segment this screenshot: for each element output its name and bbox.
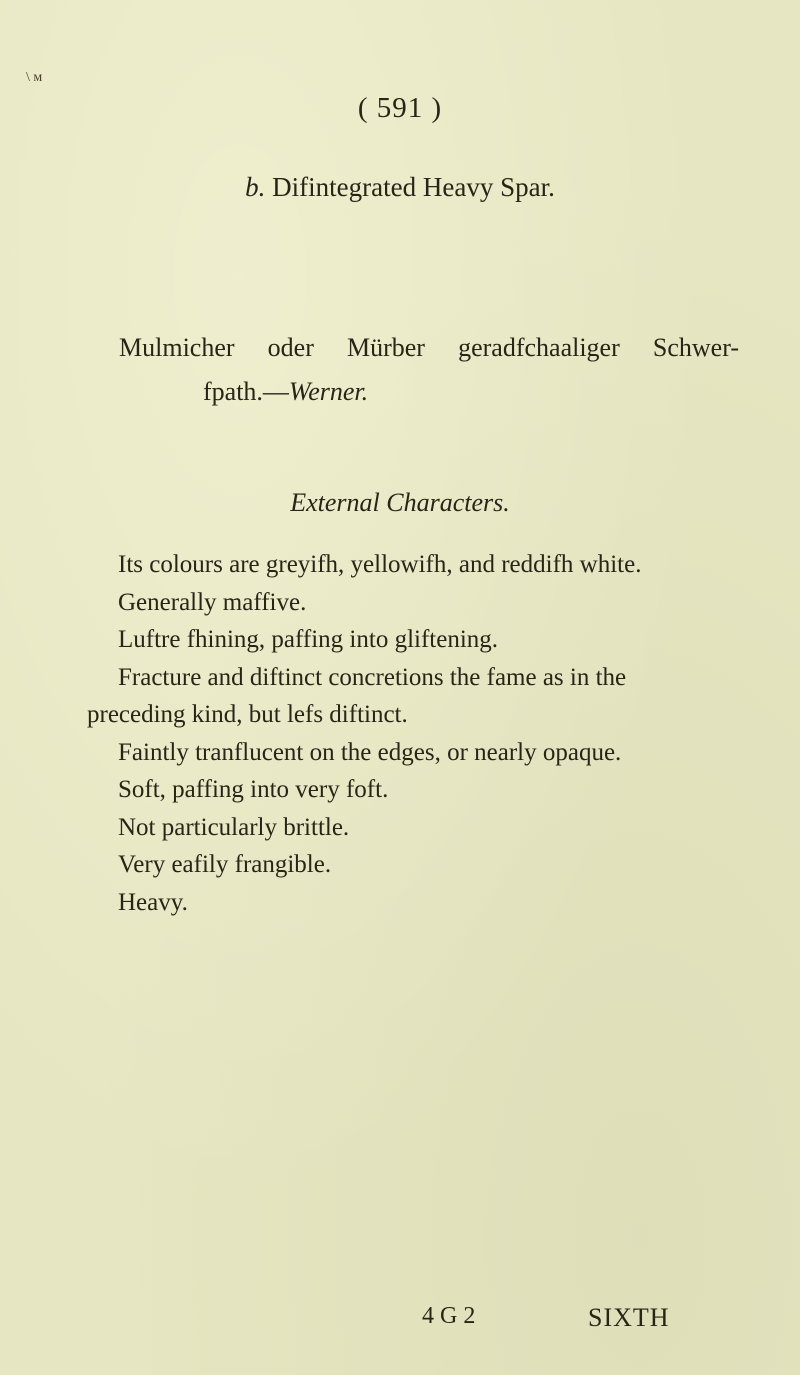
synonym-author: Werner. bbox=[288, 377, 369, 406]
signature-mark: 4 G 2 bbox=[422, 1303, 476, 1329]
section-letter: b. bbox=[245, 172, 266, 202]
character-line: Not particularly brittle. bbox=[118, 813, 350, 841]
character-line: Its colours are greyifh, yellowifh, and reddifh white. bbox=[118, 551, 642, 578]
page-number: ( 591 ) bbox=[357, 92, 443, 124]
character-line: preceding kind, but lefs diftinct. bbox=[87, 701, 408, 728]
character-line: Soft, paffing into very foft. bbox=[118, 776, 389, 803]
synonym-block bbox=[119, 326, 739, 414]
section-heading bbox=[0, 172, 800, 203]
synonym-line-2 bbox=[119, 370, 739, 414]
characters-list bbox=[87, 546, 687, 921]
character-line: Very eafily frangible. bbox=[118, 851, 332, 878]
subheading: External Characters. bbox=[290, 488, 510, 517]
catchword: SIXTH bbox=[588, 1303, 670, 1332]
character-line: Faintly tranflucent on the edges, or nearly opaque. bbox=[118, 738, 622, 766]
character-line: Heavy. bbox=[118, 888, 188, 916]
character-line: Fracture and diftinct concretions the fame as in the bbox=[118, 663, 627, 691]
synonym-term: fpath.— bbox=[203, 377, 289, 406]
synonym-line-1: Mulmicher oder Mürber geradfchaaliger Schwer- bbox=[119, 333, 739, 362]
page-footer bbox=[0, 1303, 800, 1343]
corner-mark: \ м bbox=[26, 70, 43, 85]
character-line: Luftre fhining, paffing into gliftening. bbox=[118, 626, 499, 653]
section-title: Difintegrated Heavy Spar. bbox=[272, 172, 555, 202]
character-line: Generally maffive. bbox=[118, 588, 307, 616]
